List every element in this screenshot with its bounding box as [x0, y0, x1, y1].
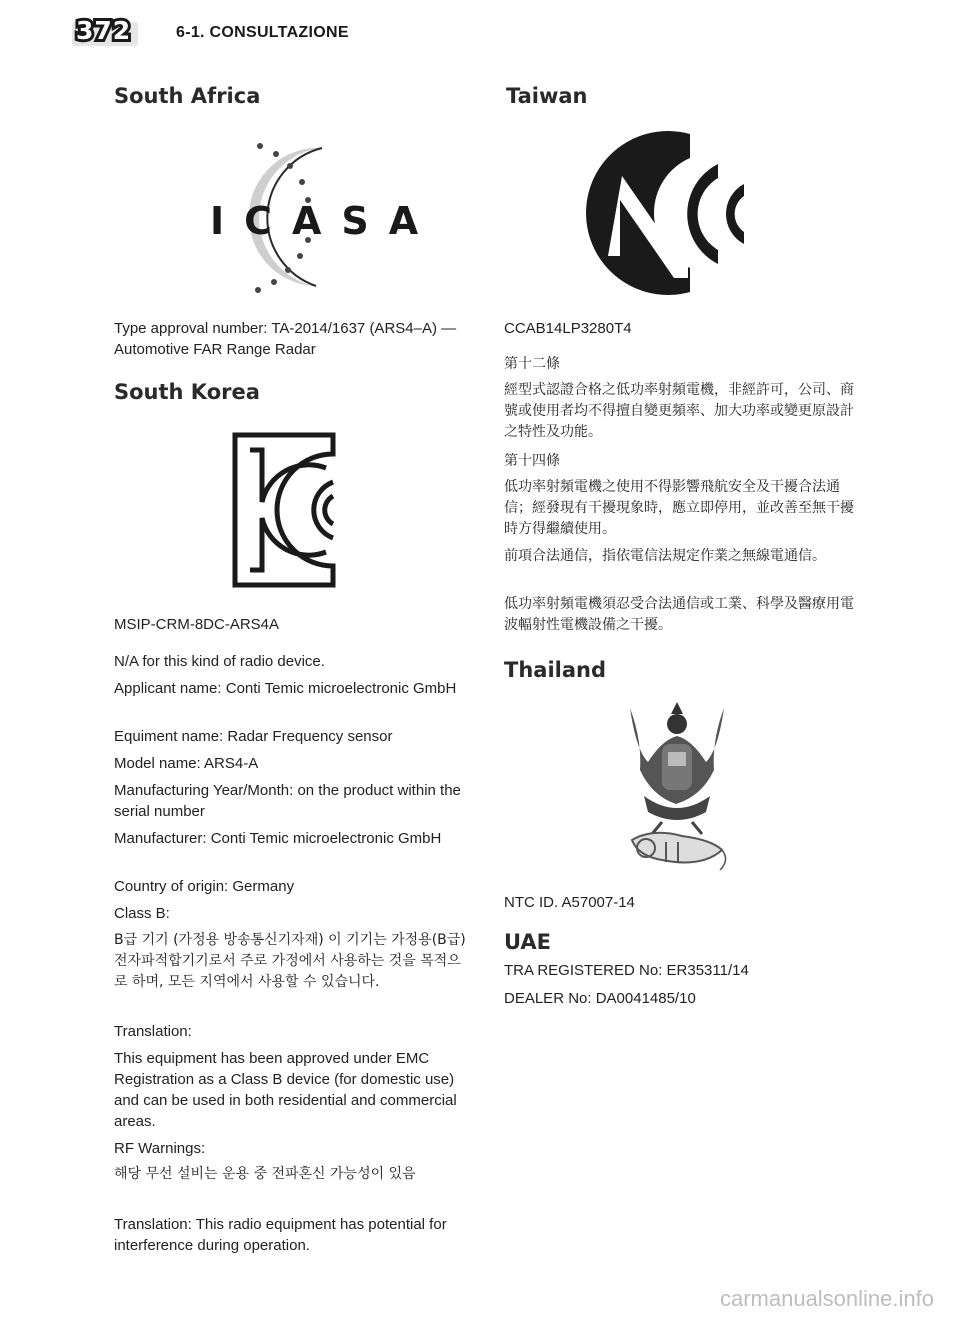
icasa-logo-text: ICASA [210, 199, 439, 243]
heading-uae: UAE [504, 930, 552, 954]
korea-paragraph: Country of origin: Germany [114, 878, 295, 895]
uae-paragraph: DEALER No: DA0041485/10 [504, 990, 696, 1007]
garuda-emblem [622, 700, 732, 882]
korea-paragraph: Applicant name: Conti Temic microelectronic GmbH [114, 680, 457, 697]
thailand-text: NTC ID. A57007-14 [504, 894, 635, 911]
korea-paragraph: Model name: ARS4-A [114, 755, 259, 772]
korea-paragraph: This equipment has been approved under EMC Registration as a Class B device (for domestic use) and can be used in both residential and commercial areas. [114, 1050, 457, 1130]
korea-paragraph: Translation: [114, 1023, 192, 1040]
taiwan-paragraph-chinese: 經型式認證合格之低功率射頻電機，非經許可，公司、商號或使用者均不得擅自變更頻率、加大功率或變更原設計之特性及功能。 [504, 382, 854, 440]
korea-paragraph-korean: B급 기기 (가정용 방송통신기자재) 이 기기는 가정용(B급) 전자파적합기기로서 주로 가정에서 사용하는 것을 목적으로 하며, 모든 지역에서 사용할 수 있습니다. [114, 932, 466, 990]
icasa-logo [204, 136, 439, 296]
korea-paragraph: MSIP-CRM-8DC-ARS4A [114, 616, 280, 633]
korea-paragraph-korean: 해당 무선 설비는 운용 중 전파혼신 가능성이 있음 [114, 1166, 416, 1182]
taiwan-paragraph-chinese: 第十四條 [504, 453, 560, 469]
taiwan-paragraph-chinese: 低功率射頻電機須忍受合法通信或工業、科學及醫療用電波輻射性電機設備之干擾。 [504, 596, 854, 633]
taiwan-paragraph-chinese: 低功率射頻電機之使用不得影響飛航安全及干擾合法通信；經發現有干擾現象時，應立即停用，並改善至無干擾時方得繼續使用。 [504, 479, 854, 537]
page-header [0, 0, 960, 70]
heading-thailand: Thailand [504, 658, 606, 682]
kc-logo [232, 432, 336, 588]
korea-paragraph: Equiment name: Radar Frequency sensor [114, 728, 393, 745]
heading-south-africa: South Africa [114, 84, 261, 108]
taiwan-paragraph-chinese: 前項合法通信，指依電信法規定作業之無線電通信。 [504, 548, 826, 564]
ncc-logo [594, 128, 754, 298]
korea-paragraph: Manufacturer: Conti Temic microelectronic GmbH [114, 830, 442, 847]
uae-paragraph: TRA REGISTERED No: ER35311/14 [504, 962, 749, 979]
taiwan-paragraph-chinese: 第十二條 [504, 356, 560, 372]
korea-paragraph: Translation: This radio equipment has potential for interference during operation. [114, 1216, 447, 1254]
taiwan-paragraph: CCAB14LP3280T4 [504, 320, 632, 337]
korea-paragraph: Class B: [114, 905, 170, 922]
heading-south-korea: South Korea [114, 380, 260, 404]
korea-paragraph: RF Warnings: [114, 1140, 206, 1157]
page-number: 372 [76, 16, 132, 45]
south-africa-text: Type approval number: TA-2014/1637 (ARS4–A) — Automotive FAR Range Radar [114, 320, 457, 358]
korea-paragraph: N/A for this kind of radio device. [114, 653, 325, 670]
footer-watermark: carmanualsonline.info [719, 1286, 934, 1311]
chapter-title: 6-1. CONSULTAZIONE [176, 24, 349, 41]
korea-paragraph: Manufacturing Year/Month: on the product within the serial number [114, 782, 461, 820]
heading-taiwan: Taiwan [506, 84, 588, 108]
